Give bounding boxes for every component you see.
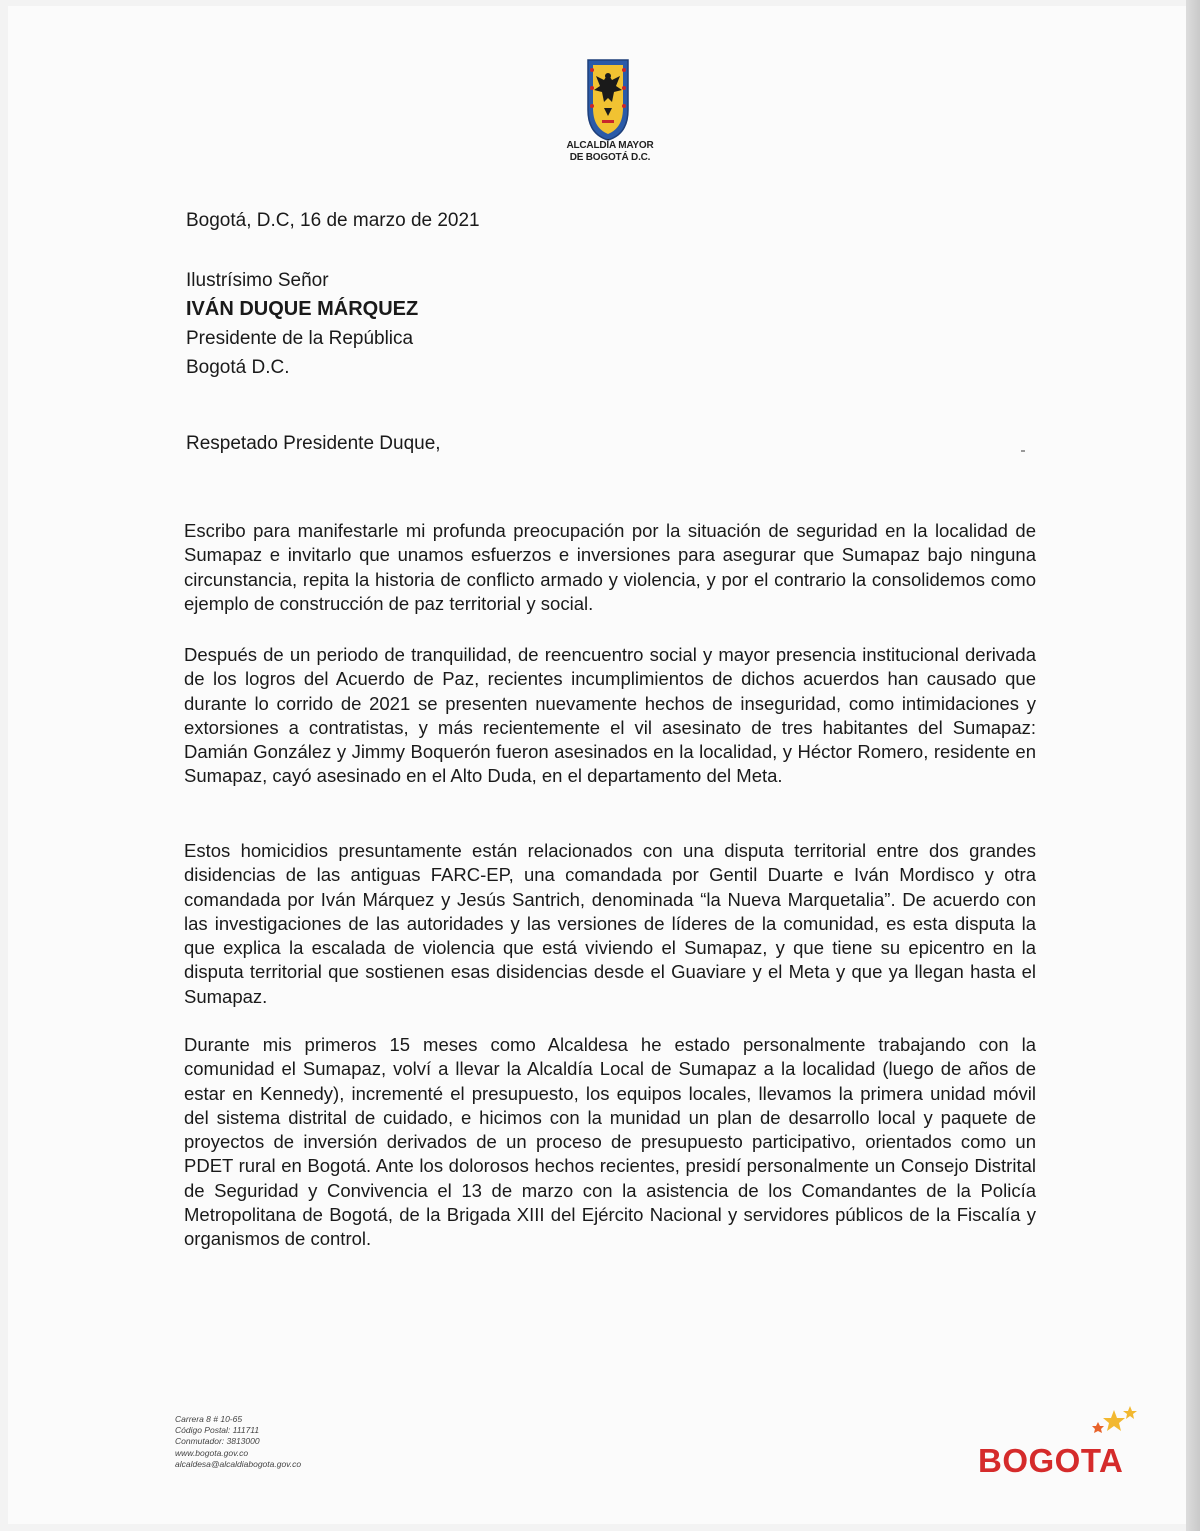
issuer-title-line1: ALCALDÍA MAYOR: [566, 140, 654, 151]
issuer-title: [540, 140, 680, 164]
page-edge-shadow: [1186, 0, 1200, 1531]
body-paragraph-3: Estos homicidios presuntamente están relacionados con una disputa territorial entre dos grandes disidencias de las antiguas FARC-EP, una comandada por Gentil Duarte e Iván Mordisco y otra comandada por Iván Márquez y Jesús Santrich, denominada “la Nueva Marquetalia”. De acuerdo con las investigaciones de las autoridades y las versiones de líderes de la comunidad, es esta disputa la que explica la escalada de violencia que está viviendo el Sumapaz, y que tiene su epicentro en la disputa territorial que sostienen esas disidencias desde el Guaviare y el Meta y que ya llegan hasta el Sumapaz.: [184, 840, 1036, 1007]
recipient-city: Bogotá D.C.: [186, 357, 290, 378]
issuer-title-line2: DE BOGOTÁ D.C.: [569, 152, 651, 163]
recipient-position: Presidente de la República: [186, 328, 414, 349]
footer-website: www.bogota.gov.co: [175, 1447, 249, 1458]
bogota-logo: [978, 1404, 1148, 1484]
recipient-name: IVÁN DUQUE MÁRQUEZ: [186, 298, 419, 320]
footer-address: [175, 1414, 301, 1470]
recipient-block: [186, 266, 418, 382]
body-paragraph-4: Durante mis primeros 15 meses como Alcaldesa he estado personalmente trabajando con la comunidad el Sumapaz, volví a llevar la Alcaldía Local de Sumapaz a la localidad (luego de años de estar en Kennedy), incrementé el presupuesto, los equipos locales, llevamos la primera unidad móvil del sistema distrital de cuidado, e hicimos con la munidad un plan de desarrollo local y paquete de proyectos de inversión derivados de un proceso de presupuesto participativo, orientados como un PDET rural en Bogotá. Ante los dolorosos hechos recientes, presidí personalmente un Consejo Distrital de Seguridad y Convivencia el 13 de marzo con la asistencia de los Comandantes de la Policía Metropolitana de Bogotá, de la Brigada XIII del Ejército Nacional y servidores públicos de la Fiscalía y organismos de control.: [184, 1034, 1036, 1250]
stray-mark: [1021, 450, 1025, 452]
recipient-honorific: Ilustrísimo Señor: [186, 270, 329, 291]
footer-address-line: Carrera 8 # 10-65: [175, 1414, 243, 1424]
footer-address-line: Conmutador: 3813000: [175, 1436, 260, 1447]
body-paragraph-1: Escribo para manifestarle mi profunda preocupación por la situación de seguridad en la localidad de Sumapaz e invitarlo que unamos esfuerzos e inversiones para asegurar que Sumapaz bajo ninguna circunstancia, repita la historia de conflicto armado y violencia, y por el contrario la consolidemos como ejemplo de construcción de paz territorial y social.: [184, 520, 1036, 614]
salutation: Respetado Presidente Duque,: [186, 433, 441, 454]
body-paragraph-2: Después de un periodo de tranquilidad, de reencuentro social y mayor presencia institucional derivada de los logros del Acuerdo de Paz, recientes incumplimientos de dichos acuerdos han causado que durante lo corrido de 2021 se presenten nuevamente hechos de inseguridad, como intimidaciones y extorsiones a contratistas, y más recientemente el vil asesinato de tres habitantes del Sumapaz: Damián González y Jimmy Boquerón fueron asesinados en la localidad, y Héctor Romero, residente en Sumapaz, cayó asesinado en el Alto Duda, en el departamento del Meta.: [184, 644, 1036, 787]
bogota-coat-of-arms-icon: [582, 58, 634, 142]
footer-address-line: Código Postal: 111711: [175, 1425, 260, 1436]
logo-wordmark: BOGOTA: [978, 1442, 1124, 1479]
date-line: Bogotá, D.C, 16 de marzo de 2021: [186, 210, 480, 231]
footer-email: alcaldesa@alcaldiabogota.gov.co: [175, 1458, 302, 1469]
